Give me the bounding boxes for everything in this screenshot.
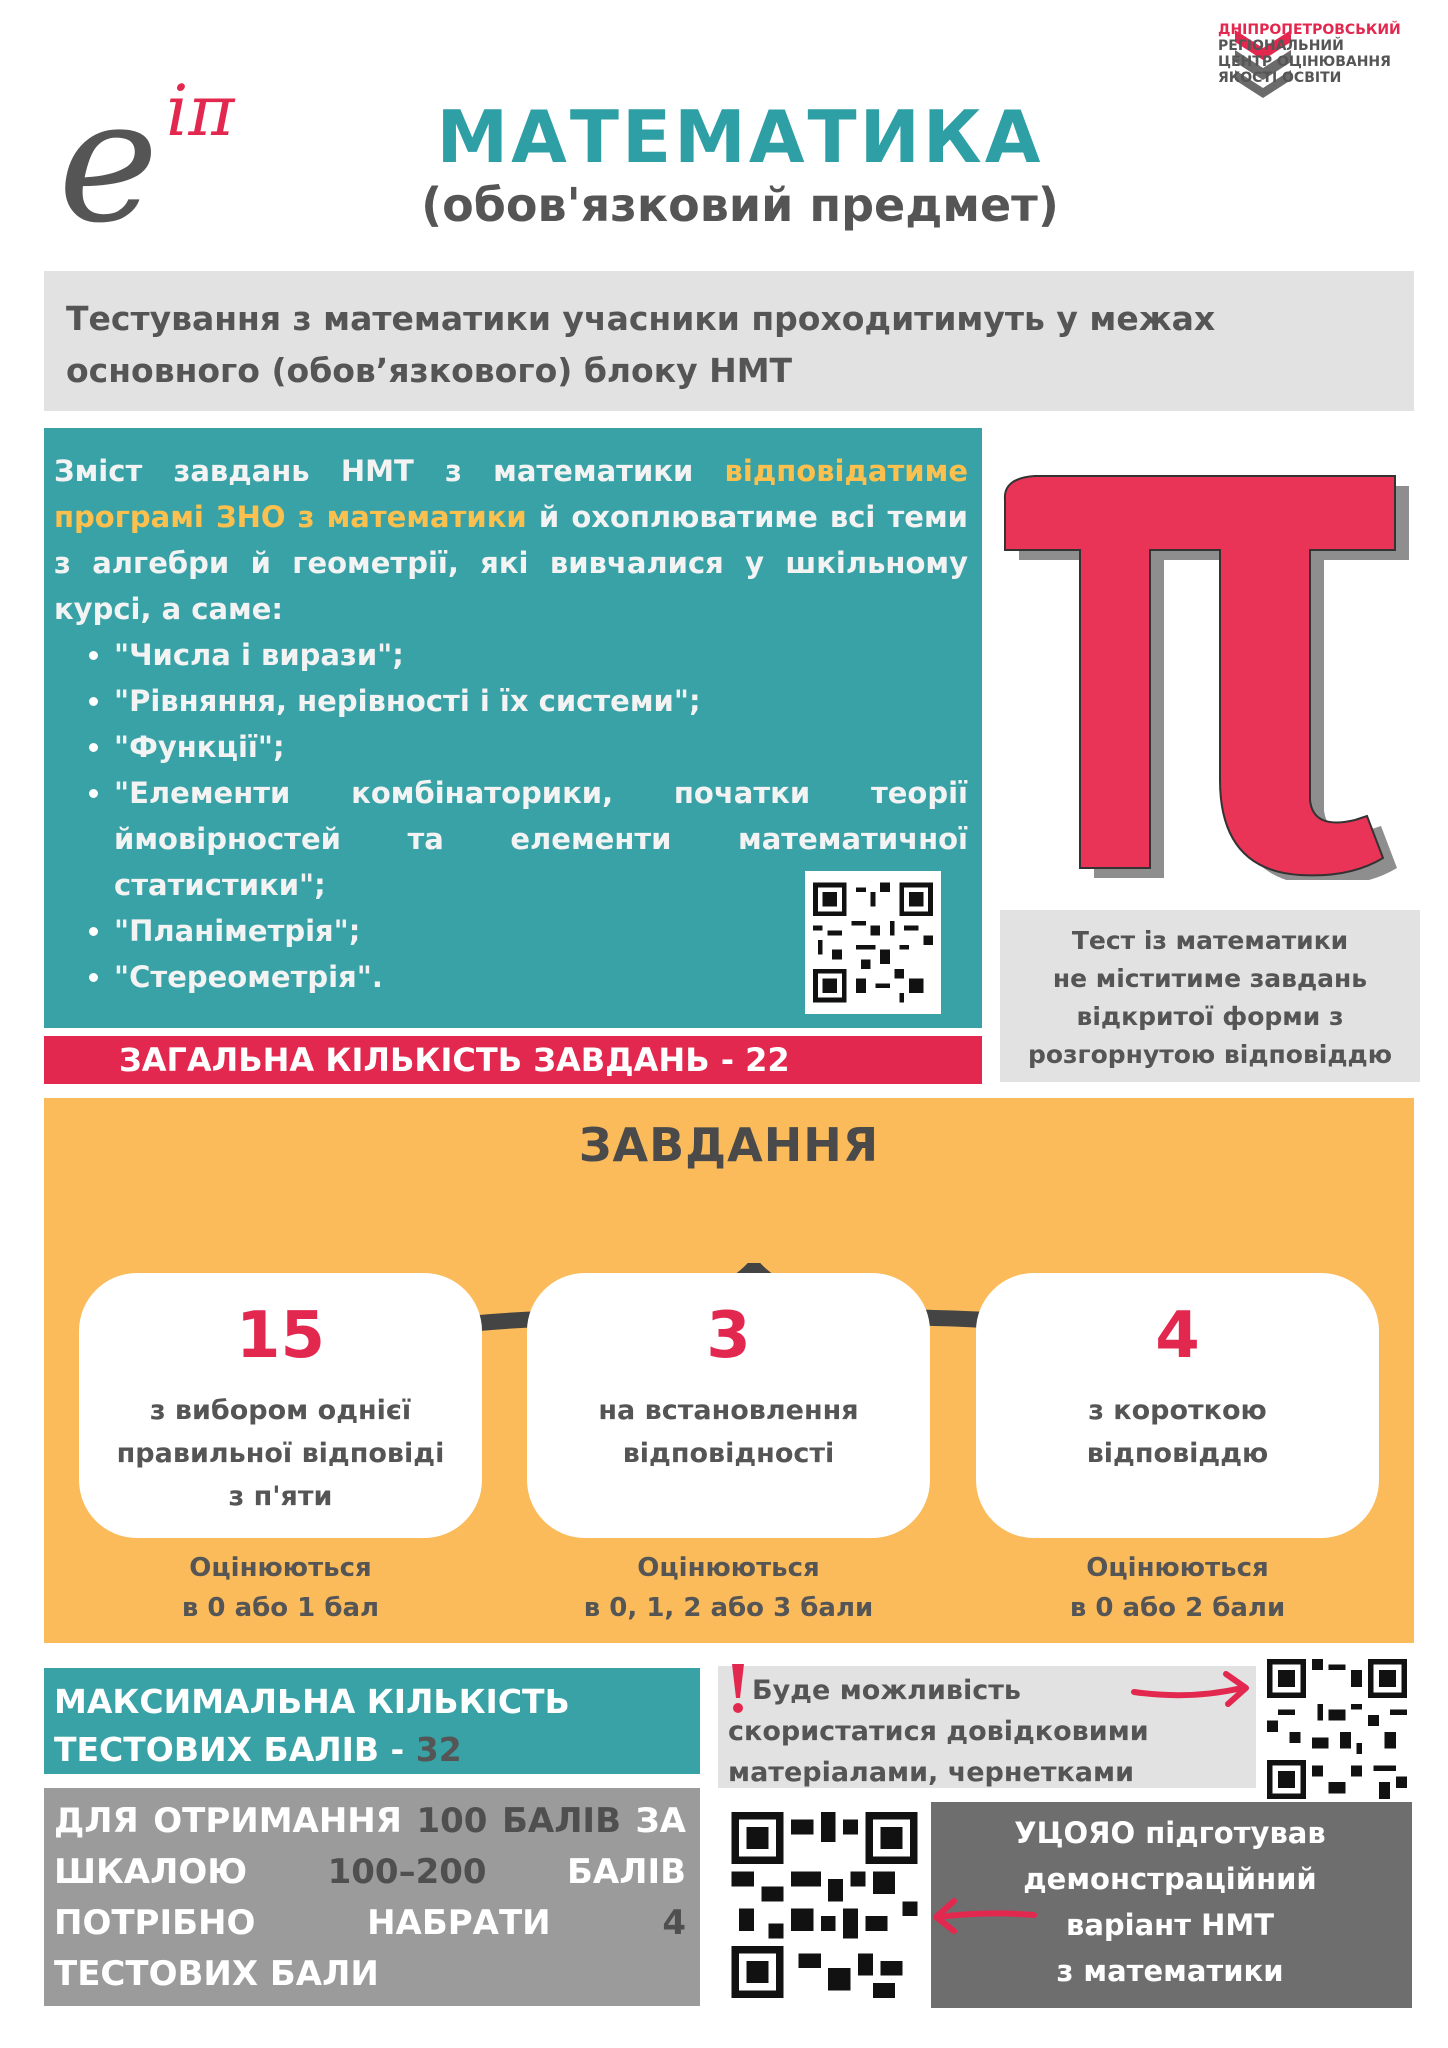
qr-code-icon — [1266, 1659, 1408, 1799]
note-line: не міститиме завдань — [1052, 964, 1368, 993]
content-lead — [54, 448, 968, 632]
max-score-label: ТЕСТОВИХ БАЛІВ - — [54, 1730, 416, 1769]
tasks-title: ЗАВДАННЯ — [578, 1118, 880, 1172]
text-part: БАЛІВ ПОТРІБНО НАБРАТИ — [54, 1852, 687, 1943]
lead-highlight: відповідатиме програмі ЗНО з математики — [54, 454, 968, 534]
org-line-4: ЯКОСТІ ОСВІТИ — [1218, 70, 1342, 86]
logo-exponent: iπ — [166, 70, 235, 152]
topic-item: • "Функції"; — [114, 724, 968, 770]
score-line: Оцінюються — [1086, 1553, 1269, 1583]
page-title: МАТЕМАТИКА — [436, 95, 1044, 179]
score-line: Оцінюються — [637, 1553, 820, 1583]
pi-symbol-graphic — [995, 470, 1415, 880]
topic-item: • "Стереометрія". — [114, 954, 968, 1000]
demo-line: демонстраційний — [1023, 1862, 1317, 1896]
task-score — [527, 1548, 930, 1628]
task-score — [976, 1548, 1379, 1628]
e-i-pi-logo — [58, 70, 288, 250]
task-description — [976, 1389, 1379, 1475]
task-card-short-answer — [976, 1273, 1379, 1538]
desc-line: з вибором однієї — [149, 1395, 412, 1426]
lead-text-1: Зміст завдань НМТ з математики — [54, 454, 725, 488]
desc-line: правильної відповіді — [116, 1438, 445, 1469]
note-line: Тест із математики — [1071, 926, 1349, 955]
task-card-multiple-choice — [79, 1273, 482, 1538]
text-part: 100–200 — [327, 1852, 487, 1892]
score-line: в 0, 1, 2 або 3 бали — [583, 1593, 874, 1623]
score-line: в 0 або 1 бал — [181, 1593, 380, 1623]
materials-line: матеріалами, чернетками — [728, 1757, 1135, 1788]
org-line-3: ЦЕНТР ОЦІНЮВАННЯ — [1218, 54, 1391, 70]
text-part: 100 БАЛІВ — [416, 1801, 621, 1841]
task-description — [527, 1389, 930, 1475]
desc-line: відповідності — [622, 1438, 835, 1469]
intro-banner — [44, 271, 1414, 411]
text-part: ЗА ШКАЛОЮ — [54, 1801, 686, 1892]
organization-name — [1218, 22, 1438, 86]
qr-code-icon — [728, 1812, 921, 1998]
score-conversion-block — [44, 1788, 700, 2006]
task-count: 15 — [235, 1299, 326, 1373]
topic-item: • "Рівняння, нерівності і їх системи"; — [114, 678, 968, 724]
max-score-line-1: МАКСИМАЛЬНА КІЛЬКІСТЬ — [54, 1682, 570, 1721]
score-line: Оцінюються — [189, 1553, 372, 1583]
topic-item: • "Елементи комбінаторики, початки теорії ймовірностей та елементи математичної статистики"; — [114, 770, 968, 908]
page-subtitle: (обов'язковий предмет) — [421, 178, 1059, 232]
arrow-left-icon — [928, 1895, 1038, 1935]
desc-line: на встановлення — [598, 1395, 859, 1426]
tasks-section — [44, 1098, 1414, 1643]
demo-line: варіант НМТ — [1065, 1908, 1275, 1942]
qr-code-program[interactable] — [805, 871, 941, 1014]
qr-code-icon — [813, 879, 933, 1006]
logo-base: e — [58, 70, 159, 250]
arrow-right-icon — [1130, 1670, 1255, 1710]
desc-line: з короткою — [1088, 1395, 1267, 1426]
score-line: в 0 або 2 бали — [1069, 1593, 1286, 1623]
desc-line: відповіддю — [1086, 1438, 1269, 1469]
note-line: відкритої форми з — [1076, 1002, 1344, 1031]
org-line-1: ДНІПРОПЕТРОВСЬКИЙ — [1218, 22, 1401, 38]
intro-text: Тестування з математики учасники проходитимуть у межах основного (обов’язкового) блоку НМТ — [66, 299, 1216, 390]
note-line: розгорнутою відповіддю — [1027, 1040, 1393, 1069]
demo-line: з математики — [1056, 1954, 1284, 1988]
exclamation-icon — [724, 1660, 752, 1716]
text-part: 4 — [662, 1903, 686, 1943]
task-description — [79, 1389, 482, 1518]
task-score — [79, 1548, 482, 1628]
materials-line: Буде можливість — [752, 1675, 1021, 1706]
topic-item: • "Числа і вирази"; — [114, 632, 968, 678]
desc-line: з п'яти — [228, 1481, 333, 1512]
lead-text-2: й охоплюватиме всі теми з алгебри й геометрії, які вивчалися у шкільному курсі, а саме: — [54, 500, 968, 626]
max-score-banner — [44, 1668, 700, 1774]
text-part: ДЛЯ ОТРИМАННЯ — [54, 1801, 417, 1841]
topic-item: • "Планіметрія"; — [114, 908, 968, 954]
qr-code-demo[interactable] — [718, 1802, 931, 2008]
task-card-matching — [527, 1273, 930, 1538]
open-form-note — [1000, 910, 1420, 1082]
task-count: 3 — [706, 1299, 751, 1373]
demo-line: УЦОЯО підготував — [1014, 1816, 1326, 1850]
total-tasks-banner: ЗАГАЛЬНА КІЛЬКІСТЬ ЗАВДАНЬ - 22 — [44, 1036, 982, 1084]
max-score-line-2 — [54, 1726, 700, 1774]
qr-code-materials[interactable] — [1262, 1655, 1412, 1803]
text-part: ТЕСТОВИХ БАЛИ — [54, 1954, 379, 1994]
materials-line: скористатися довідковими — [728, 1716, 1149, 1747]
task-count: 4 — [1155, 1299, 1200, 1373]
org-line-2: РЕГІОНАЛЬНИЙ — [1218, 38, 1344, 54]
max-score-value: 32 — [415, 1730, 462, 1769]
